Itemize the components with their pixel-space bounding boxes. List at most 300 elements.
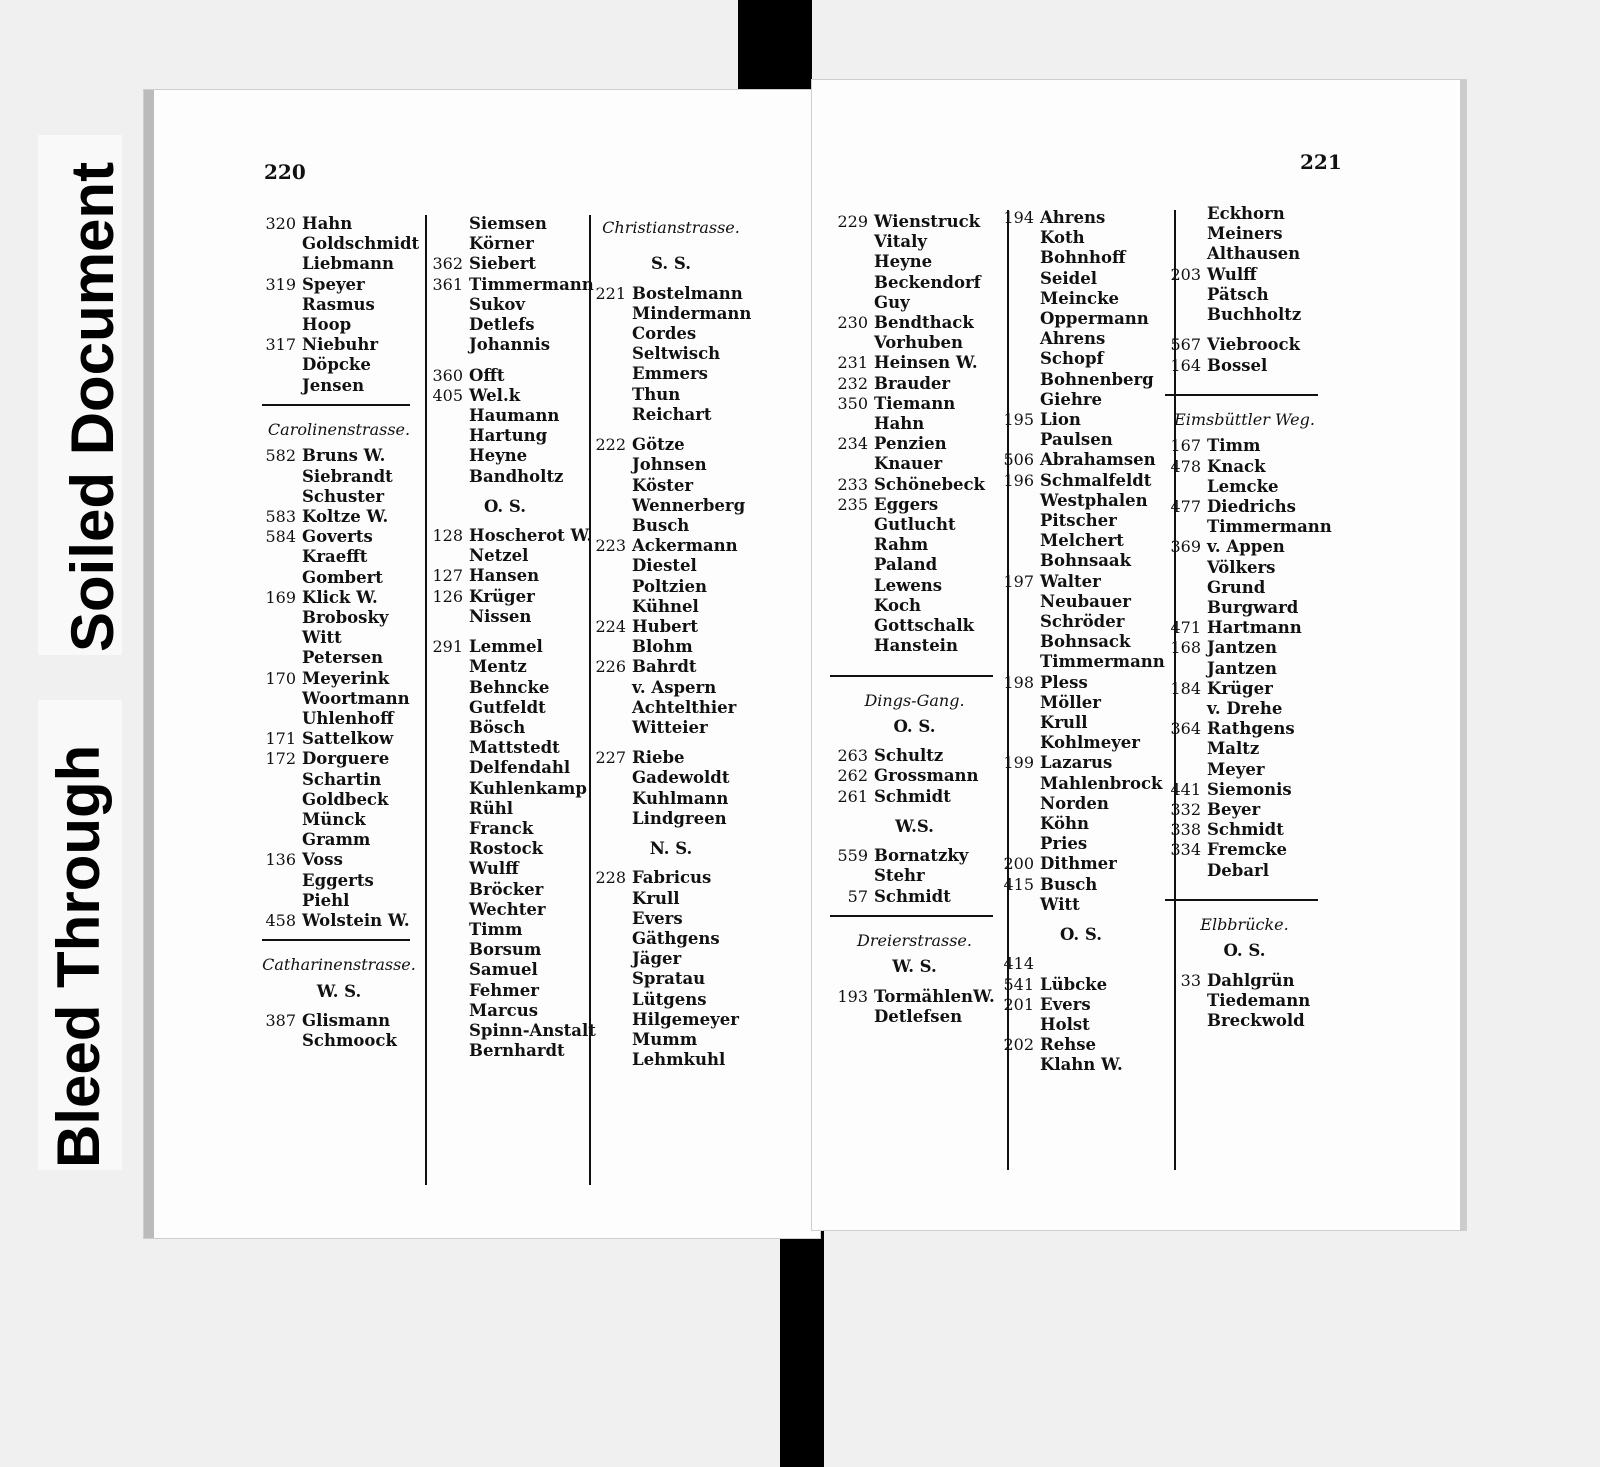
resident-name: Wulff bbox=[1207, 264, 1257, 284]
house-number: 332 bbox=[1170, 799, 1201, 819]
resident-entry bbox=[254, 891, 424, 912]
house-number: 202 bbox=[1003, 1035, 1034, 1055]
house-number: 319 bbox=[265, 274, 296, 294]
resident-name: Goldschmidt bbox=[302, 234, 420, 254]
resident-entry bbox=[822, 866, 1007, 887]
resident-entry bbox=[419, 406, 591, 427]
resident-name: Timmermann bbox=[469, 274, 594, 294]
resident-name: Döpcke bbox=[302, 355, 371, 375]
resident-name: Jantzen bbox=[1207, 638, 1277, 658]
resident-entry bbox=[586, 385, 756, 406]
resident-name: v. Drehe bbox=[1207, 698, 1283, 718]
resident-entry bbox=[822, 273, 1007, 294]
resident-name: Bostelmann bbox=[632, 283, 743, 303]
resident-name: v. Appen bbox=[1207, 537, 1285, 557]
resident-name: Witteier bbox=[632, 717, 708, 737]
street-side-label: S. S. bbox=[651, 254, 691, 274]
resident-name: Westphalen bbox=[1040, 490, 1148, 510]
house-number: 200 bbox=[1003, 854, 1034, 874]
resident-entry bbox=[1157, 537, 1332, 558]
resident-name: Lemmel bbox=[469, 637, 543, 657]
resident-name: Uhlenhoff bbox=[302, 708, 394, 728]
house-number: 197 bbox=[1003, 571, 1034, 591]
resident-entry bbox=[1157, 204, 1332, 225]
street-side-label: O. S. bbox=[484, 496, 526, 516]
street-heading: Eimsbüttler Weg. bbox=[1174, 410, 1315, 429]
resident-entry bbox=[586, 284, 756, 305]
resident-entry bbox=[419, 335, 591, 356]
resident-name: Kühnel bbox=[632, 596, 699, 616]
resident-name: Spratau bbox=[632, 969, 706, 989]
resident-entry bbox=[254, 547, 424, 568]
resident-entry bbox=[586, 597, 756, 618]
resident-entry bbox=[419, 637, 591, 658]
resident-entry bbox=[1157, 305, 1332, 326]
section-rule bbox=[1165, 394, 1318, 396]
resident-name: Wulff bbox=[469, 859, 519, 879]
resident-name: Giehre bbox=[1040, 389, 1103, 409]
resident-entry bbox=[586, 990, 756, 1011]
resident-entry bbox=[990, 269, 1172, 290]
house-number: 171 bbox=[265, 729, 296, 749]
resident-entry bbox=[990, 854, 1172, 875]
resident-entry bbox=[990, 349, 1172, 370]
resident-entry bbox=[822, 766, 1007, 787]
resident-name: Diedrichs bbox=[1207, 496, 1296, 516]
resident-name: Schultz bbox=[874, 746, 944, 766]
resident-entry bbox=[990, 208, 1172, 229]
resident-entry bbox=[990, 673, 1172, 694]
house-number: 228 bbox=[595, 868, 626, 888]
resident-entry bbox=[586, 1010, 756, 1031]
resident-entry bbox=[586, 678, 756, 699]
house-number: 584 bbox=[265, 527, 296, 547]
resident-name: Woortmann bbox=[302, 688, 410, 708]
resident-name: Melchert bbox=[1040, 531, 1124, 551]
house-number: 221 bbox=[595, 283, 626, 303]
resident-name: Bernhardt bbox=[469, 1041, 565, 1061]
resident-entry bbox=[419, 607, 591, 628]
resident-entry bbox=[990, 390, 1172, 411]
resident-entry bbox=[586, 929, 756, 950]
resident-name: Marcus bbox=[469, 1000, 538, 1020]
section-rule bbox=[830, 915, 993, 917]
house-number: 334 bbox=[1170, 840, 1201, 860]
resident-name: Fabricus bbox=[632, 868, 712, 888]
resident-name: Abrahamsen bbox=[1040, 450, 1156, 470]
house-number: 136 bbox=[265, 850, 296, 870]
resident-entry bbox=[1157, 800, 1332, 821]
resident-entry bbox=[254, 234, 424, 255]
resident-entry bbox=[586, 577, 756, 598]
resident-entry bbox=[822, 454, 1007, 475]
house-number: 478 bbox=[1170, 456, 1201, 476]
resident-name: Achtelthier bbox=[632, 697, 737, 717]
resident-entry bbox=[419, 234, 591, 255]
resident-name: Samuel bbox=[469, 960, 538, 980]
resident-entry bbox=[419, 467, 591, 488]
resident-entry bbox=[822, 555, 1007, 576]
resident-entry bbox=[822, 495, 1007, 516]
resident-name: Bandholtz bbox=[469, 466, 564, 486]
resident-entry bbox=[1157, 497, 1332, 518]
resident-name: Maltz bbox=[1207, 739, 1260, 759]
resident-name: Gadewoldt bbox=[632, 768, 730, 788]
resident-entry bbox=[990, 309, 1172, 330]
resident-entry bbox=[586, 868, 756, 889]
resident-entry bbox=[1157, 659, 1332, 680]
resident-name: Franck bbox=[469, 818, 534, 838]
resident-name: Klahn W. bbox=[1040, 1055, 1123, 1075]
resident-entry bbox=[254, 487, 424, 508]
house-number: 223 bbox=[595, 536, 626, 556]
resident-entry bbox=[822, 414, 1007, 435]
resident-name: Delfendahl bbox=[469, 758, 571, 778]
street-heading: Dreierstrasse. bbox=[857, 931, 972, 951]
resident-name: Völkers bbox=[1207, 557, 1276, 577]
resident-entry bbox=[586, 748, 756, 769]
resident-name: Heyne bbox=[874, 252, 933, 272]
resident-name: Timm bbox=[469, 919, 523, 939]
resident-entry bbox=[419, 839, 591, 860]
resident-name: Heyne bbox=[469, 446, 528, 466]
section-rule bbox=[830, 675, 993, 677]
resident-name: Lazarus bbox=[1040, 753, 1113, 773]
resident-entry bbox=[1157, 598, 1332, 619]
resident-entry bbox=[254, 568, 424, 589]
house-number: 199 bbox=[1003, 753, 1034, 773]
resident-name: Hahn bbox=[874, 414, 925, 433]
resident-name: Haumann bbox=[469, 405, 560, 425]
section-rule bbox=[262, 404, 410, 406]
resident-name: Vitaly bbox=[874, 232, 927, 252]
resident-name: Meincke bbox=[1040, 288, 1120, 308]
resident-entry bbox=[419, 678, 591, 699]
resident-name: Dorguere bbox=[302, 749, 390, 769]
house-number: 235 bbox=[837, 494, 868, 514]
house-number: 338 bbox=[1170, 820, 1201, 840]
resident-entry bbox=[419, 315, 591, 336]
resident-entry bbox=[419, 566, 591, 587]
resident-name: Diestel bbox=[632, 556, 697, 576]
house-number: 229 bbox=[837, 212, 868, 231]
resident-name: Meyer bbox=[1207, 759, 1265, 779]
resident-name: Sattelkow bbox=[302, 729, 394, 749]
resident-name: Hubert bbox=[632, 616, 698, 636]
resident-entry bbox=[586, 455, 756, 476]
resident-entry bbox=[254, 689, 424, 710]
resident-name: Siebrandt bbox=[302, 466, 393, 486]
resident-name: Bohnsack bbox=[1040, 632, 1131, 652]
resident-name: Rehse bbox=[1040, 1035, 1096, 1055]
resident-name: Wechter bbox=[469, 899, 546, 919]
house-number: 57 bbox=[847, 886, 868, 906]
resident-entry bbox=[990, 471, 1172, 492]
street-side-label: O. S. bbox=[893, 717, 936, 736]
resident-name: Schönebeck bbox=[874, 474, 985, 494]
resident-entry bbox=[586, 969, 756, 990]
resident-entry bbox=[254, 1011, 424, 1032]
resident-name: Voss bbox=[302, 850, 343, 870]
resident-name: Evers bbox=[632, 908, 683, 928]
resident-entry bbox=[822, 293, 1007, 314]
resident-entry bbox=[1157, 638, 1332, 659]
resident-entry bbox=[254, 214, 424, 235]
resident-entry bbox=[419, 254, 591, 275]
resident-name: Penzien bbox=[874, 434, 947, 454]
resident-entry bbox=[419, 779, 591, 800]
resident-entry bbox=[990, 531, 1172, 552]
house-number: 364 bbox=[1170, 719, 1201, 739]
resident-name: Breckwold bbox=[1207, 1010, 1305, 1030]
resident-entry bbox=[1157, 820, 1332, 841]
resident-name: Hoop bbox=[302, 315, 352, 334]
resident-entry bbox=[1157, 356, 1332, 377]
resident-name: Koth bbox=[1040, 228, 1085, 248]
house-number: 169 bbox=[265, 587, 296, 607]
resident-name: Bösch bbox=[469, 717, 526, 737]
resident-entry bbox=[1157, 335, 1332, 356]
resident-name: Münck bbox=[302, 809, 366, 829]
resident-entry bbox=[254, 295, 424, 316]
resident-name: Walter bbox=[1040, 571, 1101, 591]
resident-entry bbox=[419, 214, 591, 235]
resident-name: Hartmann bbox=[1207, 618, 1302, 638]
resident-entry bbox=[990, 954, 1172, 975]
street-heading: Carolinenstrasse. bbox=[267, 420, 411, 439]
street-side-label: W.S. bbox=[895, 816, 934, 836]
resident-name: Speyer bbox=[302, 274, 365, 294]
resident-name: Althausen bbox=[1207, 244, 1301, 264]
street-side-label: N. S. bbox=[649, 839, 693, 859]
house-number: 458 bbox=[265, 910, 296, 930]
resident-entry bbox=[1157, 1011, 1332, 1032]
resident-name: Rühl bbox=[469, 798, 513, 818]
resident-entry bbox=[254, 507, 424, 528]
resident-entry bbox=[1157, 285, 1332, 306]
house-number: 414 bbox=[1003, 954, 1034, 974]
resident-name: Hahn bbox=[302, 214, 353, 233]
resident-entry bbox=[419, 295, 591, 316]
right-page bbox=[812, 80, 1466, 1230]
house-number: 477 bbox=[1170, 496, 1201, 516]
resident-name: Kuhlmann bbox=[632, 788, 729, 808]
resident-name: Wennerberg bbox=[632, 495, 746, 515]
resident-name: TormählenW. bbox=[874, 986, 995, 1006]
resident-name: Witt bbox=[302, 628, 342, 648]
resident-name: Siemonis bbox=[1207, 779, 1292, 799]
resident-name: Fremcke bbox=[1207, 840, 1288, 860]
resident-name: Dithmer bbox=[1040, 854, 1117, 874]
resident-entry bbox=[1157, 517, 1332, 538]
resident-name: v. Aspern bbox=[632, 677, 717, 697]
resident-entry bbox=[990, 572, 1172, 593]
resident-entry bbox=[990, 612, 1172, 633]
resident-name: Schmidt bbox=[874, 786, 951, 806]
resident-entry bbox=[254, 749, 424, 770]
resident-name: Nissen bbox=[469, 606, 532, 626]
resident-name: Rostock bbox=[469, 839, 544, 859]
resident-name: Krüger bbox=[469, 586, 535, 606]
resident-name: Lehmkuhl bbox=[632, 1050, 726, 1070]
house-number: 559 bbox=[837, 846, 868, 866]
street-side-label: W. S. bbox=[316, 981, 362, 1001]
resident-entry bbox=[586, 617, 756, 638]
resident-name: Wel.k bbox=[469, 385, 521, 405]
resident-entry bbox=[586, 789, 756, 810]
resident-entry bbox=[990, 975, 1172, 996]
resident-entry bbox=[822, 232, 1007, 253]
resident-entry bbox=[822, 576, 1007, 597]
house-number: 415 bbox=[1003, 874, 1034, 894]
resident-entry bbox=[254, 446, 424, 467]
house-number: 320 bbox=[265, 214, 296, 233]
house-number: 167 bbox=[1170, 436, 1201, 456]
resident-entry bbox=[586, 516, 756, 537]
resident-name: Lemcke bbox=[1207, 476, 1279, 496]
resident-name: Sukov bbox=[469, 294, 525, 314]
resident-name: Vorhuben bbox=[874, 333, 964, 353]
resident-entry bbox=[1157, 699, 1332, 720]
resident-name: Meiners bbox=[1207, 224, 1283, 244]
resident-name: Hansen bbox=[469, 566, 540, 586]
resident-entry bbox=[419, 657, 591, 678]
resident-entry bbox=[1157, 861, 1332, 882]
house-number: 567 bbox=[1170, 335, 1201, 355]
resident-name: Thun bbox=[632, 384, 681, 404]
house-number: 201 bbox=[1003, 994, 1034, 1014]
resident-name: Hoscherot W. bbox=[469, 526, 593, 546]
resident-name: Knack bbox=[1207, 456, 1266, 476]
house-number: 164 bbox=[1170, 355, 1201, 375]
resident-entry bbox=[254, 254, 424, 275]
resident-entry bbox=[419, 446, 591, 467]
resident-entry bbox=[419, 920, 591, 941]
resident-entry bbox=[254, 275, 424, 296]
resident-name: Heinsen W. bbox=[874, 353, 978, 373]
street-heading: Catharinenstrasse. bbox=[262, 955, 416, 975]
house-number: 234 bbox=[837, 434, 868, 454]
house-number: 360 bbox=[432, 365, 463, 385]
resident-entry bbox=[990, 814, 1172, 835]
resident-entry bbox=[254, 709, 424, 730]
resident-entry bbox=[586, 364, 756, 385]
resident-entry bbox=[586, 324, 756, 345]
soiled-document-stamp: Soiled Document bbox=[59, 161, 126, 652]
resident-name: Pries bbox=[1040, 834, 1088, 854]
section-rule bbox=[1165, 899, 1318, 901]
resident-entry bbox=[419, 960, 591, 981]
resident-entry bbox=[822, 846, 1007, 867]
resident-name: Brobosky bbox=[302, 607, 389, 627]
house-number: 506 bbox=[1003, 450, 1034, 470]
house-number: 231 bbox=[837, 353, 868, 373]
resident-entry bbox=[586, 657, 756, 678]
resident-name: Viebroock bbox=[1207, 335, 1300, 355]
resident-entry bbox=[822, 374, 1007, 395]
house-number: 128 bbox=[432, 526, 463, 546]
resident-entry bbox=[990, 1055, 1172, 1076]
resident-name: Spinn-Anstalt bbox=[469, 1020, 596, 1040]
resident-entry bbox=[419, 738, 591, 759]
resident-entry bbox=[822, 475, 1007, 496]
street-heading: Dings-Gang. bbox=[864, 690, 965, 710]
resident-entry bbox=[822, 434, 1007, 455]
resident-name: Schopf bbox=[1040, 349, 1104, 369]
resident-name: Bendthack bbox=[874, 313, 974, 332]
resident-name: Kuhlenkamp bbox=[469, 778, 587, 798]
resident-name: Bohnenberg bbox=[1040, 369, 1154, 389]
house-number: 261 bbox=[837, 786, 868, 806]
resident-name: Eggers bbox=[874, 494, 939, 514]
resident-name: Emmers bbox=[632, 364, 708, 384]
house-number: 583 bbox=[265, 506, 296, 526]
house-number: 387 bbox=[265, 1010, 296, 1030]
street-side-label: W. S. bbox=[892, 957, 937, 977]
resident-name: Knauer bbox=[874, 454, 943, 474]
resident-entry bbox=[586, 304, 756, 325]
resident-entry bbox=[586, 1050, 756, 1071]
resident-name: Bossel bbox=[1207, 355, 1268, 375]
resident-name: Mahlenbrock bbox=[1040, 773, 1163, 793]
resident-name: Piehl bbox=[302, 890, 350, 910]
resident-name: Grossmann bbox=[874, 766, 979, 786]
resident-name: Witt bbox=[1040, 894, 1080, 914]
house-number: 350 bbox=[837, 393, 868, 413]
resident-entry bbox=[1157, 224, 1332, 245]
resident-name: Oppermann bbox=[1040, 309, 1149, 328]
house-number: 405 bbox=[432, 385, 463, 405]
resident-entry bbox=[254, 669, 424, 690]
resident-name: Ahrens bbox=[1040, 329, 1106, 349]
resident-name: Tiemann bbox=[874, 393, 956, 413]
resident-entry bbox=[822, 636, 1007, 657]
resident-name: Niebuhr bbox=[302, 335, 379, 355]
resident-entry bbox=[990, 733, 1172, 754]
resident-entry bbox=[1157, 739, 1332, 760]
resident-name: Köster bbox=[632, 475, 694, 495]
resident-name: Timmermann bbox=[1040, 652, 1165, 672]
resident-entry bbox=[254, 871, 424, 892]
resident-name: Beyer bbox=[1207, 799, 1261, 819]
resident-entry bbox=[586, 476, 756, 497]
resident-entry bbox=[586, 718, 756, 739]
resident-entry bbox=[419, 1020, 596, 1042]
resident-name: Borsum bbox=[469, 940, 542, 960]
resident-name: Koltze W. bbox=[302, 506, 389, 526]
resident-entry bbox=[1157, 477, 1332, 498]
street-side-label: O. S. bbox=[1060, 925, 1102, 945]
resident-name: Debarl bbox=[1207, 860, 1269, 880]
resident-name: Netzel bbox=[469, 546, 529, 566]
house-number: 541 bbox=[1003, 974, 1034, 994]
resident-name: Möller bbox=[1040, 692, 1101, 712]
resident-name: Schmoock bbox=[302, 1031, 397, 1051]
resident-entry bbox=[822, 1007, 1007, 1028]
resident-name: Krüger bbox=[1207, 678, 1273, 698]
resident-entry bbox=[822, 616, 1007, 637]
resident-entry bbox=[586, 949, 756, 970]
resident-name: Jäger bbox=[632, 949, 682, 969]
resident-entry bbox=[254, 648, 424, 669]
resident-entry bbox=[822, 353, 1007, 374]
house-number: 168 bbox=[1170, 638, 1201, 658]
resident-entry bbox=[419, 1041, 591, 1062]
resident-entry bbox=[990, 774, 1172, 795]
house-number: 471 bbox=[1170, 618, 1201, 638]
resident-name: Gutfeldt bbox=[469, 697, 546, 717]
resident-entry bbox=[1157, 436, 1332, 457]
